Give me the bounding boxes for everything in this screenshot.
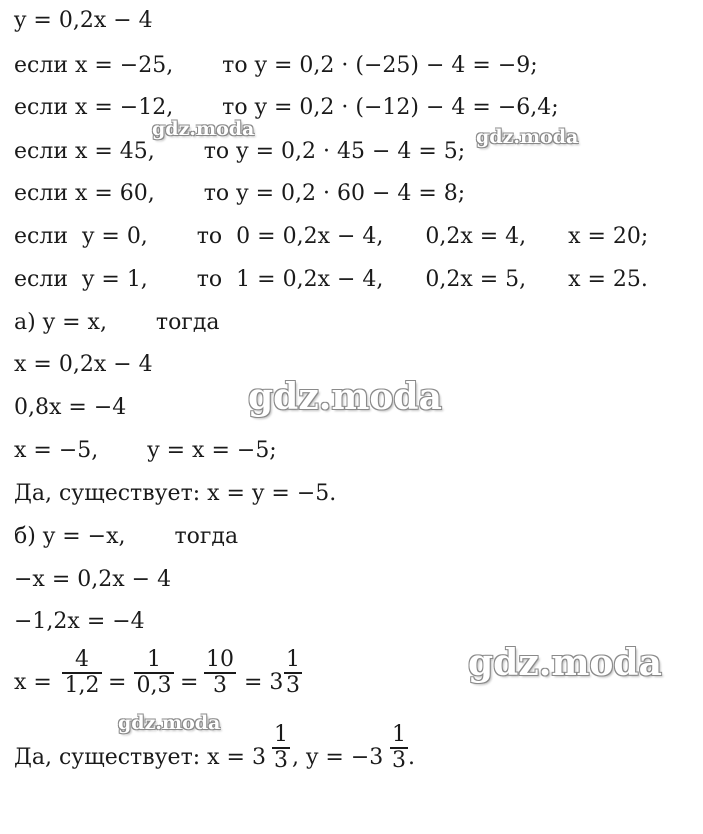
part-a-heading: а) y = x, тогда (14, 310, 220, 335)
numerator: 4 (75, 647, 89, 672)
part-b-heading: б) y = −x, тогда (14, 524, 239, 549)
equation-line: y = 0,2x − 4 (14, 8, 153, 33)
calc-line-y-0: если y = 0, то 0 = 0,2x − 4, 0,2x = 4, x = 20; (14, 224, 649, 249)
denominator: 3 (286, 673, 300, 698)
calc-line-x-minus-12: если x = −12, то y = 0,2 · (−12) − 4 = −6,4; (14, 95, 559, 120)
fraction-10-over-3 (204, 648, 236, 698)
numerator: 1 (392, 722, 406, 747)
calc-line-x-minus-25: если x = −25, то y = 0,2 · (−25) − 4 = −9; (14, 53, 538, 78)
watermark: gdz.moda (248, 376, 442, 418)
numerator: 1 (274, 722, 288, 747)
fraction-line-start: x = (14, 670, 52, 695)
numerator: 1 (147, 647, 161, 672)
watermark: gdz.moda (152, 118, 255, 140)
answer-middle: , y = −3 (292, 745, 384, 770)
calc-line-x-60: если x = 60, то y = 0,2 · 60 − 4 = 8; (14, 181, 466, 206)
watermark: gdz.moda (468, 642, 662, 684)
part-b-step-2: −1,2x = −4 (14, 609, 145, 634)
equals-sign: = (108, 670, 127, 695)
answer-end: . (408, 745, 415, 770)
calc-line-x-45: если x = 45, то y = 0,2 · 45 − 4 = 5; (14, 139, 466, 164)
watermark: gdz.moda (118, 712, 221, 734)
watermark: gdz.moda (476, 126, 579, 148)
denominator: 3 (392, 748, 406, 773)
fraction-1-over-3 (284, 648, 302, 698)
denominator: 3 (204, 672, 236, 698)
denominator: 3 (274, 748, 288, 773)
calc-line-y-1: если y = 1, то 1 = 0,2x − 4, 0,2x = 5, x = 25. (14, 267, 648, 292)
answer-start: Да, существует: x = 3 (14, 745, 266, 770)
equals-sign: = (180, 670, 199, 695)
numerator: 10 (206, 647, 234, 672)
fraction-4-over-1-2 (62, 648, 102, 698)
denominator: 0,3 (134, 672, 174, 698)
part-a-answer: Да, существует: x = y = −5. (14, 481, 337, 506)
fraction-1-over-3 (390, 723, 408, 773)
part-a-step-3: x = −5, y = x = −5; (14, 438, 277, 463)
part-b-step-1: −x = 0,2x − 4 (14, 567, 172, 592)
equals-mixed-whole: = 3 (244, 670, 284, 695)
part-a-step-2: 0,8x = −4 (14, 395, 127, 420)
numerator: 1 (286, 647, 300, 672)
part-a-step-1: x = 0,2x − 4 (14, 352, 153, 377)
fraction-1-over-3 (272, 723, 290, 773)
fraction-1-over-0-3 (134, 648, 174, 698)
denominator: 1,2 (62, 672, 102, 698)
